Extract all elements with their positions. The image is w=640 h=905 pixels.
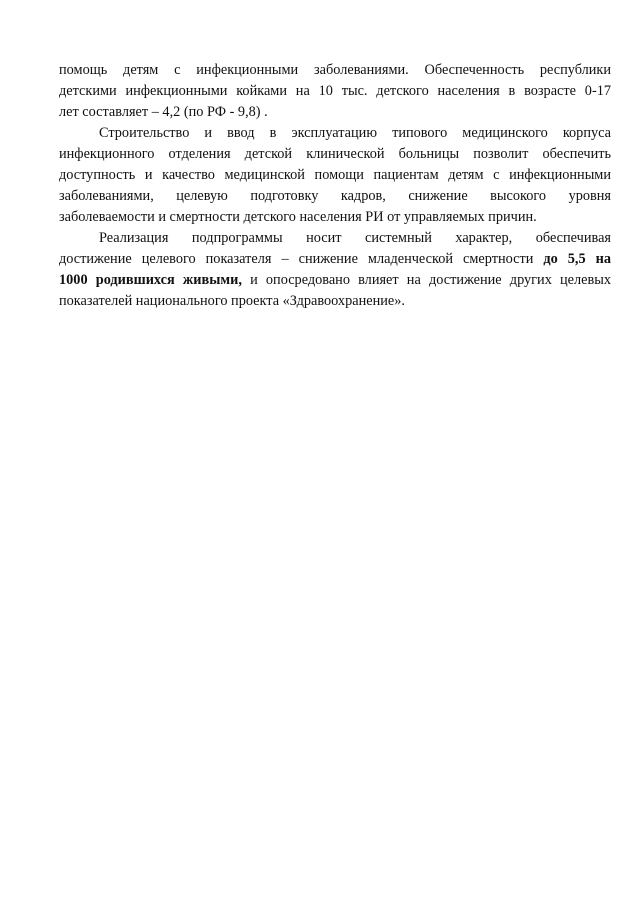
text-line: заболеваемости и смертности детского населения РИ от управляемых причин. (59, 209, 537, 225)
text-line: доступность и качество медицинской помощи пациентам детям с инфекционными (59, 167, 611, 183)
text-fragment: достижение целевого показателя – снижение младенческой смертности (59, 251, 544, 267)
text-line: инфекционного отделения детской клинической больницы позволит обеспечить (59, 146, 611, 162)
text-line: лет составляет – 4,2 (по РФ - 9,8) . (59, 104, 268, 120)
text-line (59, 249, 611, 270)
text-line: Строительство и ввод в эксплуатацию типового медицинского корпуса (99, 125, 611, 141)
bold-target-unit: 1000 родившихся живыми, (59, 272, 242, 288)
document-page (59, 60, 611, 312)
paragraph-construction (59, 123, 611, 228)
text-line (59, 270, 611, 291)
text-line: Реализация подпрограммы носит системный характер, обеспечивая (99, 230, 611, 246)
text-line: заболеваниями, целевую подготовку кадров, снижение высокого уровня (59, 188, 611, 204)
bold-target-value: до 5,5 на (543, 251, 612, 267)
text-line: детскими инфекционными койками на 10 тыс. детского населения в возрасте 0-17 (59, 83, 611, 99)
text-fragment: и опосредовано влияет на достижение других целевых (241, 272, 611, 288)
paragraph-infectious-beds (59, 60, 611, 123)
text-line: помощь детям с инфекционными заболеваниями. Обеспеченность республики (59, 62, 611, 78)
text-line: показателей национального проекта «Здравоохранение». (59, 293, 405, 309)
paragraph-implementation (59, 228, 611, 312)
